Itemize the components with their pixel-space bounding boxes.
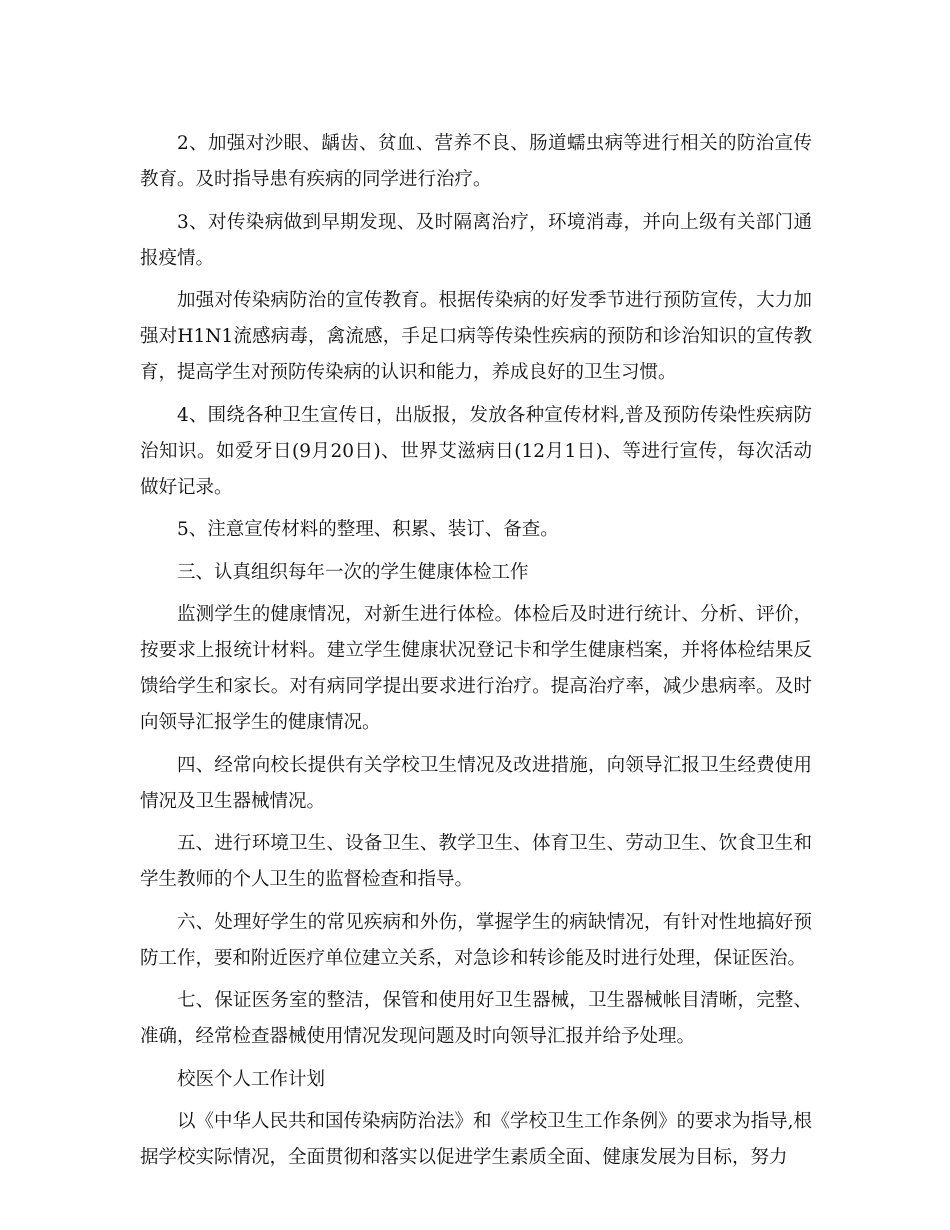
paragraph-section-4-reporting: 四、经常向校长提供有关学校卫生情况及改进措施，向领导汇报卫生经费使用情况及卫生器械情况。	[140, 754, 812, 812]
paragraph-health-monitoring: 监测学生的健康情况，对新生进行体检。体检后及时进行统计、分析、评价，按要求上报统计材料。建立学生健康状况登记卡和学生健康档案，并将体检结果反馈给学生和家长。对有病同学提出要求进行治疗。提高治疗率，减少患病率。及时向领导汇报学生的健康情况。	[140, 604, 812, 733]
paragraph-section-7-clinic: 七、保证医务室的整洁，保管和使用好卫生器械，卫生器械帐目清晰，完整、准确，经常检查器械使用情况发现问题及时向领导汇报并给予处理。	[140, 990, 812, 1047]
paragraph-section-6-treatment: 六、处理好学生的常见疾病和外伤，掌握学生的病缺情况，有针对性地搞好预防工作，要和附近医疗单位建立关系，对急诊和转诊能及时进行处理，保证医治。	[140, 911, 812, 969]
paragraph-section-5-supervision: 五、进行环境卫生、设备卫生、教学卫生、体育卫生、劳动卫生、饮食卫生和学生教师的个人卫生的监督检查和指导。	[140, 833, 812, 890]
paragraph-item-2-prevention: 2、加强对沙眼、龋齿、贫血、营养不良、肠道蠕虫病等进行相关的防治宣传教育。及时指导患有疾病的同学进行治疗。	[140, 133, 812, 190]
paragraph-item-4-health-days: 4、围绕各种卫生宣传日，出版报，发放各种宣传材料,普及预防传染性疾病防治知识。如爱牙日(9月20日)、世界艾滋病日(12月1日)、等进行宣传，每次活动做好记录。	[140, 404, 812, 498]
paragraph-infectious-education: 加强对传染病防治的宣传教育。根据传染病的好发季节进行预防宣传，大力加强对H1N1流感病毒，禽流感，手足口病等传染性疾病的预防和诊治知识的宣传教育，提高学生对预防传染病的认识和能力，养成良好的卫生习惯。	[140, 290, 812, 383]
paragraph-plan-intro: 以《中华人民共和国传染病防治法》和《学校卫生工作条例》的要求为指导,根据学校实际情况，全面贯彻和落实以促进学生素质全面、健康发展为目标，努力	[140, 1111, 812, 1168]
paragraph-item-3-infectious-disease: 3、对传染病做到早期发现、及时隔离治疗，环境消毒，并向上级有关部门通报疫情。	[140, 211, 812, 269]
section-heading-health-checkup: 三、认真组织每年一次的学生健康体检工作	[177, 561, 529, 583]
document-body	[140, 126, 812, 1183]
section-heading-personal-plan: 校医个人工作计划	[177, 1068, 326, 1090]
paragraph-item-5-materials: 5、注意宣传材料的整理、积累、装订、备查。	[177, 519, 559, 540]
